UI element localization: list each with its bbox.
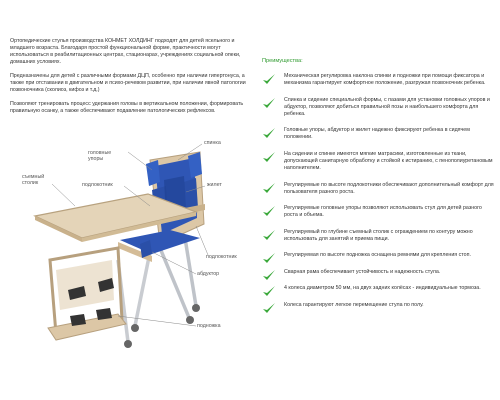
checkmark-icon — [262, 73, 276, 86]
advantage-text: Колеса гарантируют легкое перемещение стула по полу. — [284, 301, 424, 308]
advantage-item — [262, 252, 494, 259]
advantage-item — [262, 229, 494, 243]
advantage-item — [262, 151, 494, 172]
label-headrest: головные упоры — [88, 150, 112, 162]
advantage-item — [262, 127, 494, 141]
checkmark-icon — [262, 127, 276, 140]
advantage-text: На сидении и спинке имеются мягкие матрасики, изготовленные из ткани, допускающей санитарную обработку и стойкой к истиранию, с пенополиуретановым наполнителем. — [284, 150, 493, 172]
intro-text — [10, 38, 248, 121]
intro-paragraph-1: Ортопедические стулья производства КОНМЕТ ХОЛДИНГ подходят для детей ясельного и младшего возраста. Благодаря простой функциональной форме, практичности могут использоваться в реабилитационных центрах, стационарах, учреждениях социальной опеки, домашних условиях. — [10, 38, 241, 66]
orthopedic-chair-image — [0, 120, 260, 400]
checkmark-icon — [262, 205, 276, 218]
advantage-text: Спинка и сидение специальной формы, с пазами для установки головных упоров и абдуктор, позволяют добиться правильной позы и наибольшего комфорта для ребенка. — [284, 96, 490, 117]
checkmark-icon — [262, 97, 276, 110]
product-illustration — [0, 120, 260, 400]
advantage-item — [262, 97, 494, 118]
label-backrest: спинка — [204, 140, 221, 146]
checkmark-icon — [262, 229, 276, 242]
checkmark-icon — [262, 151, 276, 164]
advantage-text: Регулируемые головные упоры позволяют использовать стул для детей разного роста и объема. — [284, 205, 482, 219]
checkmark-icon — [262, 269, 276, 282]
intro-paragraph-3: Позволяют тренировать процесс удержания головы в вертикальном положении, формировать правильную осанку, а также обеспечивают подавление патологических рефлексов. — [10, 100, 244, 114]
advantages-section — [262, 58, 494, 318]
advantages-title: Преимущества: — [262, 58, 303, 64]
checkmark-icon — [262, 182, 276, 195]
label-abductor: абдуктор — [197, 271, 220, 277]
advantage-text: 4 колеса диаметром 50 мм, на двух задних колёсах - индивидуальные тормоза. — [284, 285, 481, 292]
checkmark-icon — [262, 285, 276, 298]
advantage-text: Головные упоры, абдуктор и жилет надежно фиксируют ребенка в сидячем положении. — [284, 127, 470, 141]
intro-paragraph-2: Предназначены для детей с различными формами ДЦП, особенно при наличии гипертонуса, а также при отставании в двигательном и психо-речевом развитии, при наличии явной патологии позвоночника (сколиоз, кифоз и т.д.) — [10, 72, 246, 94]
advantage-item — [262, 285, 494, 292]
checkmark-icon — [262, 302, 276, 315]
advantage-item — [262, 269, 494, 276]
label-armrest: подлокотник — [82, 182, 113, 188]
advantage-item — [262, 205, 494, 219]
advantage-text: Сварная рама обеспечивает устойчивость и надежность стула. — [284, 268, 441, 275]
label-footrest: подножка — [197, 323, 221, 329]
advantage-text: Регулируемая по высоте подножка оснащена ремнями для крепления стоп. — [284, 252, 471, 259]
label-elbow: подлокотник — [206, 254, 237, 260]
advantage-text: Регулируемый по глубине съемный столик с ограждением по контуру можно использовать для занятий и приема пищи. — [284, 228, 473, 242]
advantages-list — [262, 73, 494, 309]
advantage-item — [262, 302, 494, 309]
checkmark-icon — [262, 252, 276, 265]
advantage-text: Регулируемые по высоте подлокотники обеспечивают дополнительный комфорт для пользователя разного роста. — [284, 181, 494, 195]
label-table: съемный столик — [22, 174, 45, 186]
label-vest: жилет — [207, 182, 222, 188]
advantage-text: Механическая регулировка наклона спинки и подножки при помощи фиксатора и механизма гарантирует комфортное положение, разгружая позвоночник ребенка. — [284, 73, 486, 87]
advantage-item — [262, 182, 494, 196]
advantage-item — [262, 73, 494, 87]
